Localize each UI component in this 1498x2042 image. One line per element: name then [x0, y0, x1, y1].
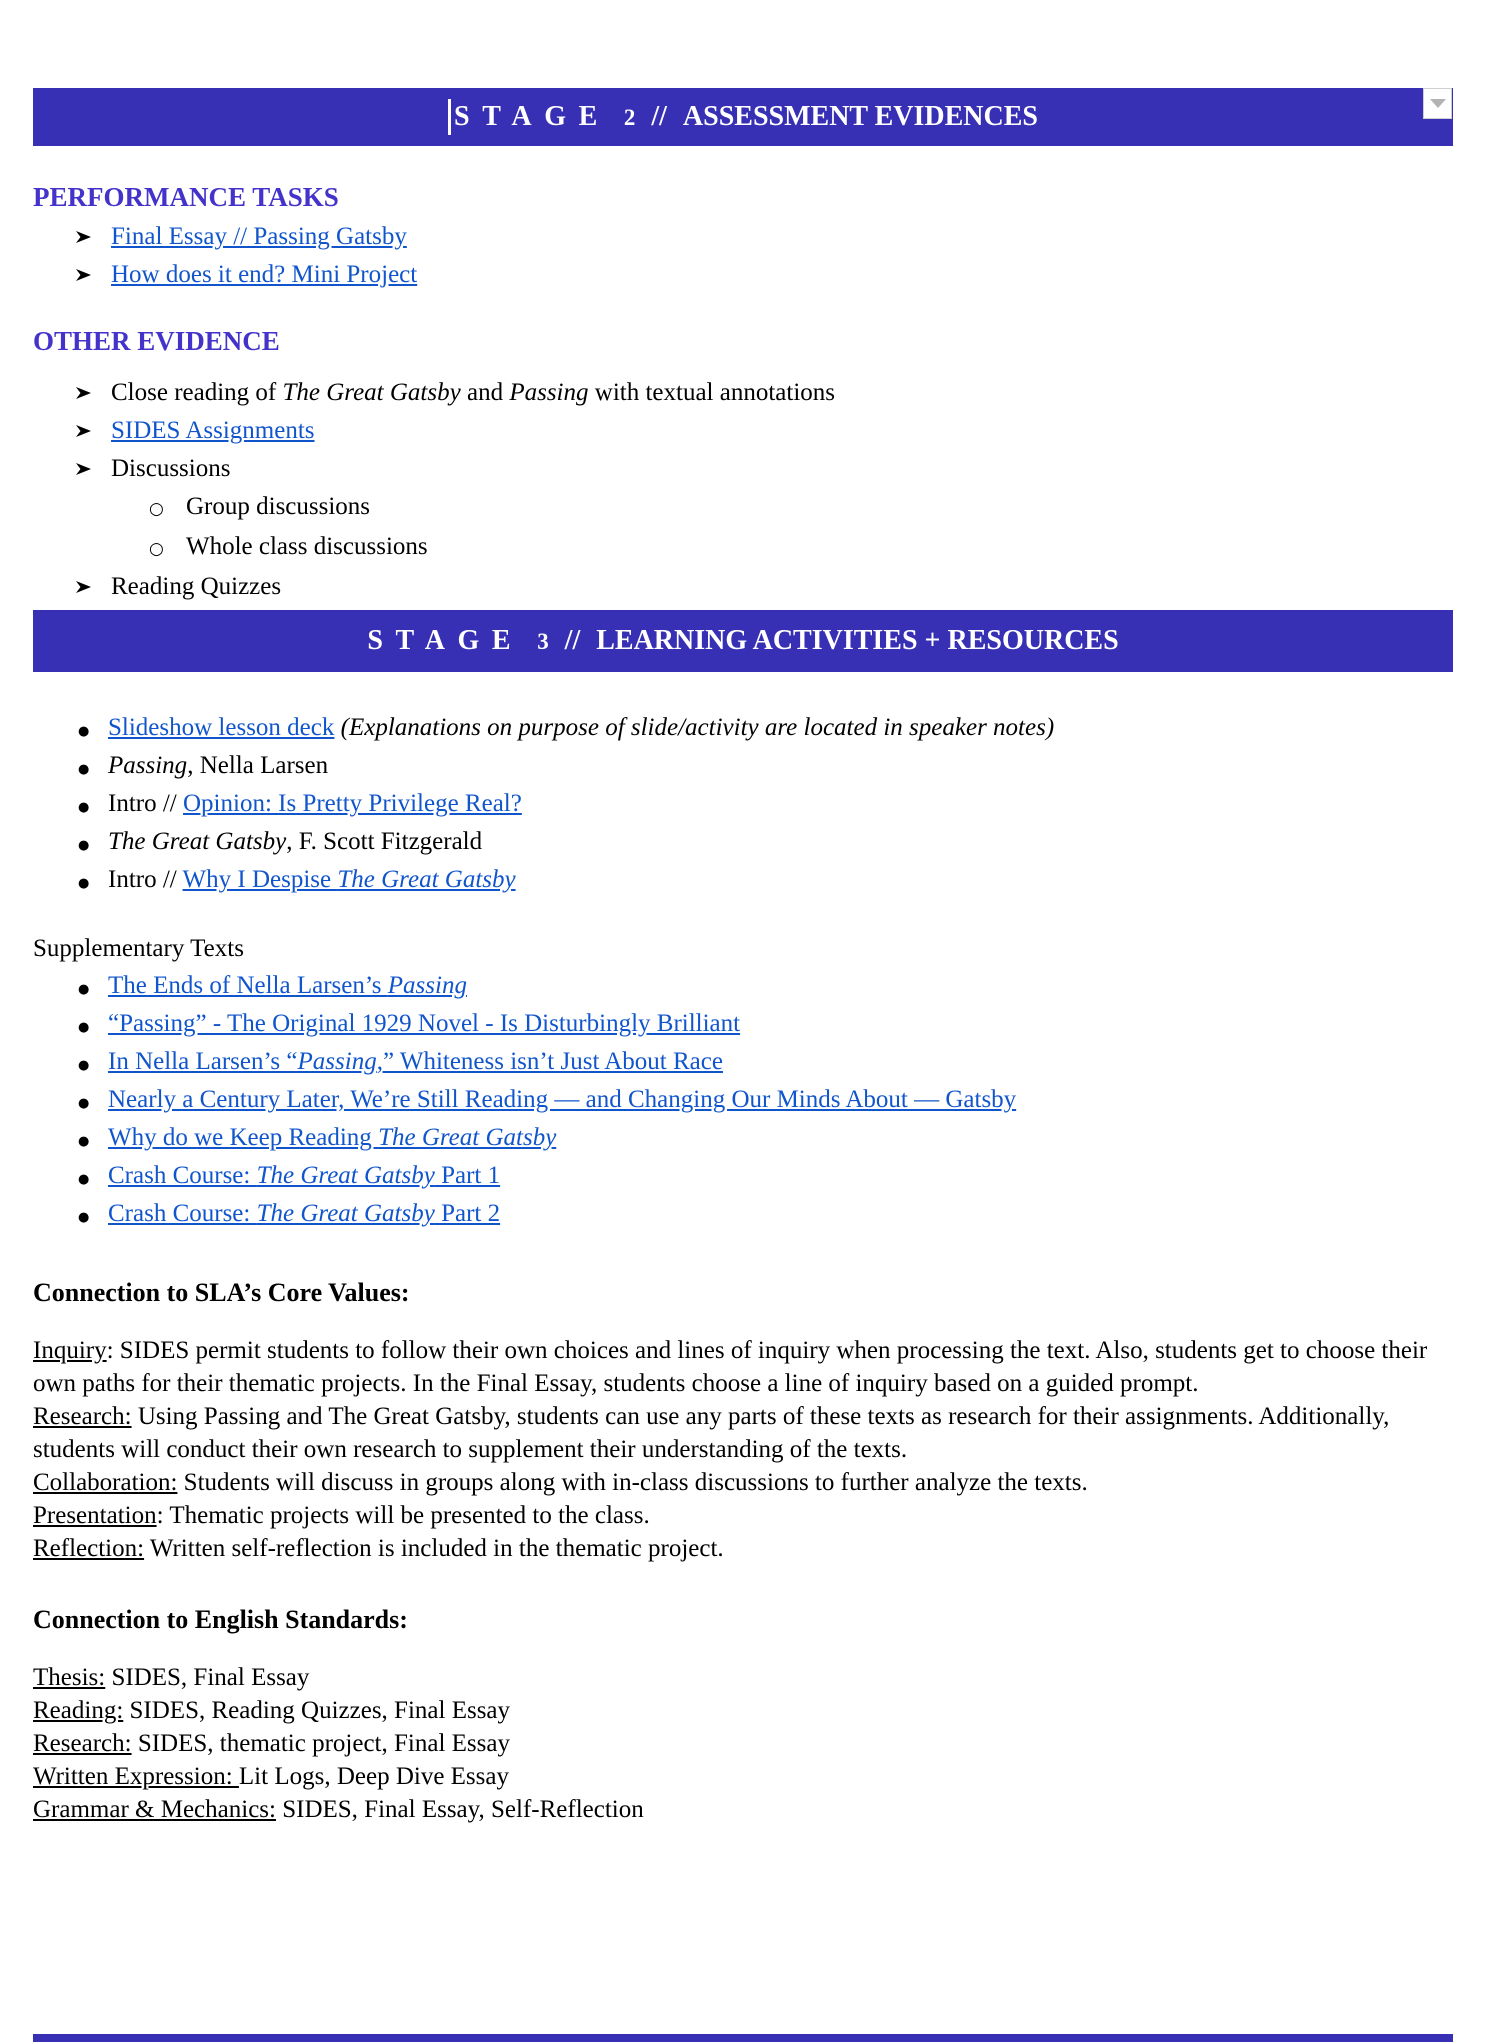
stage2-banner	[33, 88, 1453, 146]
list-item	[78, 1010, 1498, 1042]
stage-number: 3	[537, 629, 549, 654]
list-item-text	[108, 752, 328, 780]
disc-bullet-icon: ●	[78, 1134, 90, 1149]
list-item-text	[108, 1162, 500, 1190]
table-dropdown-button[interactable]	[1423, 88, 1452, 119]
link[interactable]: Part 1	[434, 1162, 501, 1189]
list-item-text	[186, 492, 370, 522]
list-item	[149, 492, 1498, 524]
supplementary-texts-label: Supplementary Texts	[33, 935, 244, 962]
list-item-text	[108, 866, 516, 894]
link[interactable]: How does it end? Mini Project	[111, 261, 418, 288]
stage-word: STAGE	[454, 101, 610, 132]
text-line	[33, 1466, 1465, 1499]
text-run: Intro //	[108, 790, 183, 817]
disc-bullet-icon: ●	[78, 982, 90, 997]
core-values-paragraph	[33, 1334, 1465, 1565]
disc-bullet-icon: ●	[78, 1210, 90, 1225]
link[interactable]: Nearly a Century Later, We’re Still Reading — and Changing Our Minds About — Gatsby	[108, 1086, 1017, 1113]
list-item	[75, 378, 1498, 408]
stage-separator: //	[564, 625, 581, 656]
text-run: Using Passing and The Great Gatsby, students can use any parts of these texts as research for their assignments. Additionally, students will conduct their own research to supplement their understanding of the texts.	[33, 1403, 1390, 1463]
arrow-bullet-icon	[75, 378, 111, 408]
text-run: Whole class discussions	[186, 533, 428, 560]
link[interactable]: Part 2	[434, 1200, 501, 1227]
text-run: Students will discuss in groups along with in-class discussions to further analyze the texts.	[177, 1469, 1088, 1496]
list-item	[75, 454, 1498, 484]
list-item-text	[108, 714, 1054, 742]
text-run: Lit Logs, Deep Dive Essay	[238, 1763, 509, 1790]
disc-bullet-icon: ●	[78, 876, 90, 891]
list-item-text	[108, 972, 467, 1000]
text-run: Presentation	[33, 1502, 157, 1529]
link[interactable]: The Great Gatsby	[256, 1200, 435, 1227]
text-run: Inquiry	[33, 1337, 107, 1364]
list-item	[78, 1162, 1498, 1194]
link[interactable]: In Nella Larsen’s “	[108, 1048, 298, 1075]
text-run: and	[460, 379, 510, 406]
link[interactable]: Crash Course:	[108, 1200, 257, 1227]
list-item	[78, 790, 1498, 822]
circle-bullet-icon: ○	[149, 499, 164, 519]
text-run: Research:	[33, 1730, 132, 1757]
core-values-heading: Connection to SLA’s Core Values:	[33, 1278, 410, 1307]
stage2-banner-text	[454, 101, 1038, 133]
disc-bullet-icon: ●	[78, 838, 90, 853]
text-line	[33, 1334, 1465, 1400]
partial-banner-bottom	[33, 2034, 1453, 2042]
list-item	[75, 572, 1498, 602]
disc-bullet-icon: ●	[78, 1172, 90, 1187]
discussions-sublist	[0, 492, 1498, 564]
list-item	[78, 1200, 1498, 1232]
other-evidence-list	[0, 378, 1498, 484]
text-line	[33, 1661, 1465, 1694]
text-cursor	[448, 99, 451, 135]
link[interactable]: “Passing” - The Original 1929 Novel - Is Disturbingly Brilliant	[108, 1010, 741, 1037]
circle-bullet-icon: ○	[149, 539, 164, 559]
list-item	[75, 260, 1498, 290]
text-run: Thesis:	[33, 1664, 106, 1691]
text-run: Research:	[33, 1403, 132, 1430]
text-line	[33, 1694, 1465, 1727]
text-run: with textual annotations	[588, 379, 835, 406]
list-item-text	[108, 1124, 556, 1152]
text-run: Discussions	[111, 455, 231, 482]
text-run: : SIDES permit students to follow their own choices and lines of inquiry when processing the text. Also, students get to choose their own paths for their thematic projects. In the Final Essay, students choose a line of inquiry based on a guided prompt.	[33, 1337, 1428, 1397]
text-run: Passing	[108, 752, 188, 779]
list-item-text	[111, 222, 407, 252]
text-line	[33, 1400, 1465, 1466]
list-item	[78, 752, 1498, 784]
list-item	[78, 972, 1498, 1004]
text-line	[33, 1793, 1465, 1826]
stage-number: 2	[623, 105, 636, 130]
dropdown-arrow-icon	[1430, 99, 1446, 108]
arrow-bullet-icon	[75, 454, 111, 484]
list-item	[78, 1124, 1498, 1156]
disc-bullet-icon: ●	[78, 800, 90, 815]
text-run: Reading:	[33, 1697, 124, 1724]
list-item	[149, 532, 1498, 564]
stage3-title: LEARNING ACTIVITIES + RESOURCES	[596, 625, 1119, 656]
list-item-text	[108, 1048, 723, 1076]
list-item-text	[108, 790, 522, 818]
text-run: Intro //	[108, 866, 183, 893]
disc-bullet-icon: ●	[78, 1096, 90, 1111]
arrow-bullet-icon	[75, 260, 111, 290]
text-run: The Great Gatsby	[282, 379, 461, 406]
list-item	[78, 866, 1498, 898]
list-item-text	[108, 828, 482, 856]
arrow-bullet-icon	[75, 572, 111, 602]
link[interactable]: Crash Course:	[108, 1162, 257, 1189]
text-run: , Nella Larsen	[187, 752, 329, 779]
text-run: SIDES, Final Essay	[105, 1664, 310, 1691]
stage3-banner-text	[367, 625, 1118, 657]
list-item-text	[108, 1200, 500, 1228]
link[interactable]: Slideshow lesson deck	[108, 714, 335, 741]
link[interactable]: The Great Gatsby	[378, 1124, 557, 1151]
list-item-text	[108, 1010, 740, 1038]
link[interactable]: SIDES Assignments	[111, 417, 315, 444]
text-run: (Explanations on purpose of slide/activity are located in speaker notes)	[340, 714, 1055, 741]
text-run: SIDES, Reading Quizzes, Final Essay	[123, 1697, 511, 1724]
list-item-text	[111, 454, 230, 484]
list-item	[78, 828, 1498, 860]
stage-word: STAGE	[367, 625, 524, 656]
list-item	[78, 1048, 1498, 1080]
supplementary-texts-list	[0, 972, 1498, 1232]
disc-bullet-icon: ●	[78, 1058, 90, 1073]
list-item-text	[111, 260, 417, 290]
arrow-bullet-icon	[75, 222, 111, 252]
text-run: , F. Scott Fitzgerald	[286, 828, 483, 855]
disc-bullet-icon: ●	[78, 1020, 90, 1035]
arrow-bullet-icon	[75, 416, 111, 446]
list-item	[75, 222, 1498, 252]
text-run: : Thematic projects will be presented to the class.	[156, 1502, 650, 1529]
link[interactable]: The Great Gatsby	[337, 866, 516, 893]
performance-tasks-list	[0, 222, 1498, 290]
text-line	[33, 1727, 1465, 1760]
list-item-text	[186, 532, 428, 562]
link[interactable]: Passing	[297, 1048, 377, 1075]
text-run: Grammar & Mechanics:	[33, 1796, 276, 1823]
list-item-text	[108, 1086, 1016, 1114]
text-line	[33, 1760, 1465, 1793]
list-item-text	[111, 378, 835, 408]
text-run: Written self-reflection is included in the thematic project.	[144, 1535, 724, 1562]
link[interactable]: Opinion: Is Pretty Privilege Real?	[183, 790, 522, 817]
list-item-text	[111, 572, 281, 602]
list-item	[75, 416, 1498, 446]
text-run: Written Expression:	[33, 1763, 239, 1790]
link[interactable]: Why I Despise	[182, 866, 338, 893]
other-evidence-heading: OTHER EVIDENCE	[33, 326, 280, 356]
disc-bullet-icon: ●	[78, 762, 90, 777]
stage-separator: //	[651, 101, 667, 132]
text-run: Close reading of	[111, 379, 283, 406]
text-run: Group discussions	[186, 493, 371, 520]
learning-resources-list	[0, 714, 1498, 898]
stage3-banner	[33, 610, 1453, 672]
text-run: Reading Quizzes	[111, 573, 282, 600]
text-line	[33, 1532, 1465, 1565]
disc-bullet-icon: ●	[78, 724, 90, 739]
link[interactable]: ,” Whiteness isn’t Just About Race	[376, 1048, 723, 1075]
link[interactable]: The Great Gatsby	[256, 1162, 435, 1189]
link[interactable]: Passing	[387, 972, 467, 999]
text-run: SIDES, thematic project, Final Essay	[131, 1730, 510, 1757]
list-item-text	[111, 416, 315, 446]
link[interactable]: The Ends of Nella Larsen’s	[108, 972, 388, 999]
english-standards-heading: Connection to English Standards:	[33, 1605, 408, 1634]
performance-tasks-heading: PERFORMANCE TASKS	[33, 182, 339, 212]
document-page	[0, 88, 1498, 2042]
text-run: Passing	[509, 379, 589, 406]
text-run: The Great Gatsby	[108, 828, 287, 855]
list-item	[78, 714, 1498, 746]
text-run: SIDES, Final Essay, Self-Reflection	[275, 1796, 644, 1823]
link[interactable]: Final Essay // Passing Gatsby	[111, 223, 407, 250]
english-standards-lines	[33, 1661, 1465, 1826]
text-line	[33, 1499, 1465, 1532]
list-item	[78, 1086, 1498, 1118]
other-evidence-list-tail	[0, 572, 1498, 602]
stage2-title: ASSESSMENT EVIDENCES	[682, 101, 1038, 132]
text-run: Collaboration:	[33, 1469, 178, 1496]
text-run: Reflection:	[33, 1535, 145, 1562]
link[interactable]: Why do we Keep Reading	[108, 1124, 379, 1151]
